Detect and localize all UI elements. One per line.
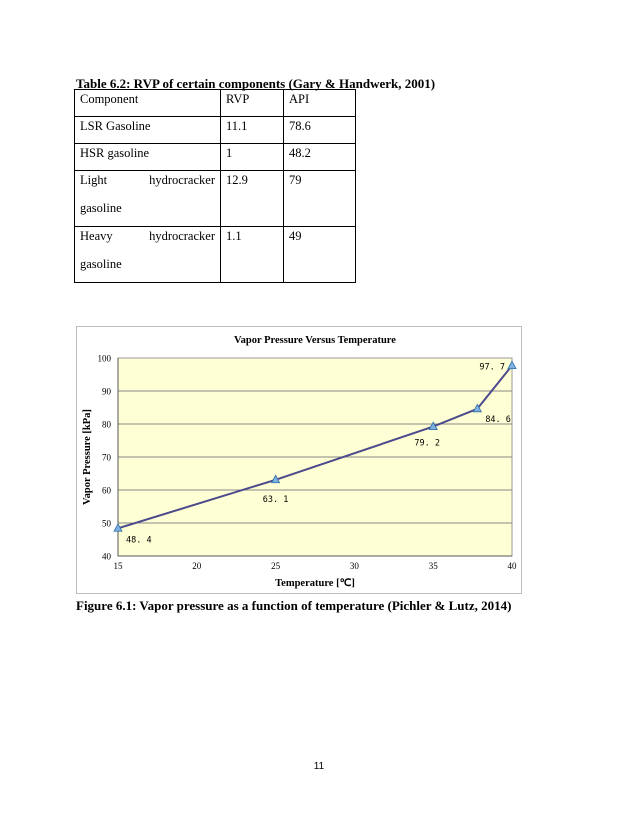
cell-component: LSR Gasoline	[75, 117, 221, 144]
data-label: 79. 2	[414, 438, 440, 449]
data-label: 63. 1	[262, 494, 289, 505]
cell-api: 49	[284, 227, 356, 283]
cell-api: 79	[284, 171, 356, 227]
table-row	[75, 171, 356, 227]
x-tick-label: 20	[192, 561, 202, 571]
data-label: 48. 4	[126, 535, 152, 546]
cell-component	[75, 227, 221, 283]
cell-rvp: 11.1	[221, 117, 284, 144]
cell-word: hydrocracker	[149, 229, 215, 243]
header-api: API	[284, 90, 356, 117]
data-label: 84. 6	[485, 414, 511, 425]
y-tick-label: 40	[102, 551, 111, 562]
cell-word: gasoline	[80, 201, 122, 215]
cell-component	[75, 171, 221, 227]
table-caption: Table 6.2: RVP of certain components (Gary & Handwerk, 2001)	[76, 76, 436, 91]
y-tick-label: 80	[102, 419, 111, 430]
cell-word: Light	[80, 173, 108, 187]
cell-word: Heavy	[80, 229, 113, 243]
header-component: Component	[75, 90, 221, 117]
figure-caption: Figure 6.1: Vapor pressure as a function of temperature (Pichler & Lutz, 2014)	[76, 598, 512, 613]
y-tick-label: 70	[102, 452, 111, 463]
x-tick-label: 15	[113, 561, 123, 571]
cell-api: 48.2	[284, 144, 356, 171]
chart-title: Vapor Pressure Versus Temperature	[234, 335, 396, 346]
data-label: 97. 7	[479, 362, 505, 373]
x-tick-label: 30	[349, 561, 359, 571]
page-number: 11	[313, 761, 325, 772]
y-tick-label: 100	[97, 353, 111, 364]
table-header-row	[75, 90, 356, 117]
cell-word: hydrocracker	[149, 173, 215, 187]
cell-component: HSR gasoline	[75, 144, 221, 171]
vapor-pressure-chart	[76, 326, 522, 594]
table-row	[75, 117, 356, 144]
cell-rvp: 1	[221, 144, 284, 171]
x-tick-label: 25	[271, 561, 281, 571]
y-tick-label: 90	[102, 386, 111, 397]
x-tick-label: 40	[507, 561, 517, 571]
cell-rvp: 12.9	[221, 171, 284, 227]
rvp-table	[74, 89, 356, 283]
cell-api: 78.6	[284, 117, 356, 144]
y-axis-label: Vapor Pressure [kPa]	[82, 409, 93, 505]
y-tick-label: 50	[102, 518, 111, 529]
x-tick-label: 35	[428, 561, 438, 571]
header-rvp: RVP	[221, 90, 284, 117]
y-tick-label: 60	[102, 485, 111, 496]
x-axis-label: Temperature [℃]	[275, 578, 355, 589]
table-row	[75, 144, 356, 171]
cell-rvp: 1.1	[221, 227, 284, 283]
table-row	[75, 227, 356, 283]
cell-word: gasoline	[80, 257, 122, 271]
